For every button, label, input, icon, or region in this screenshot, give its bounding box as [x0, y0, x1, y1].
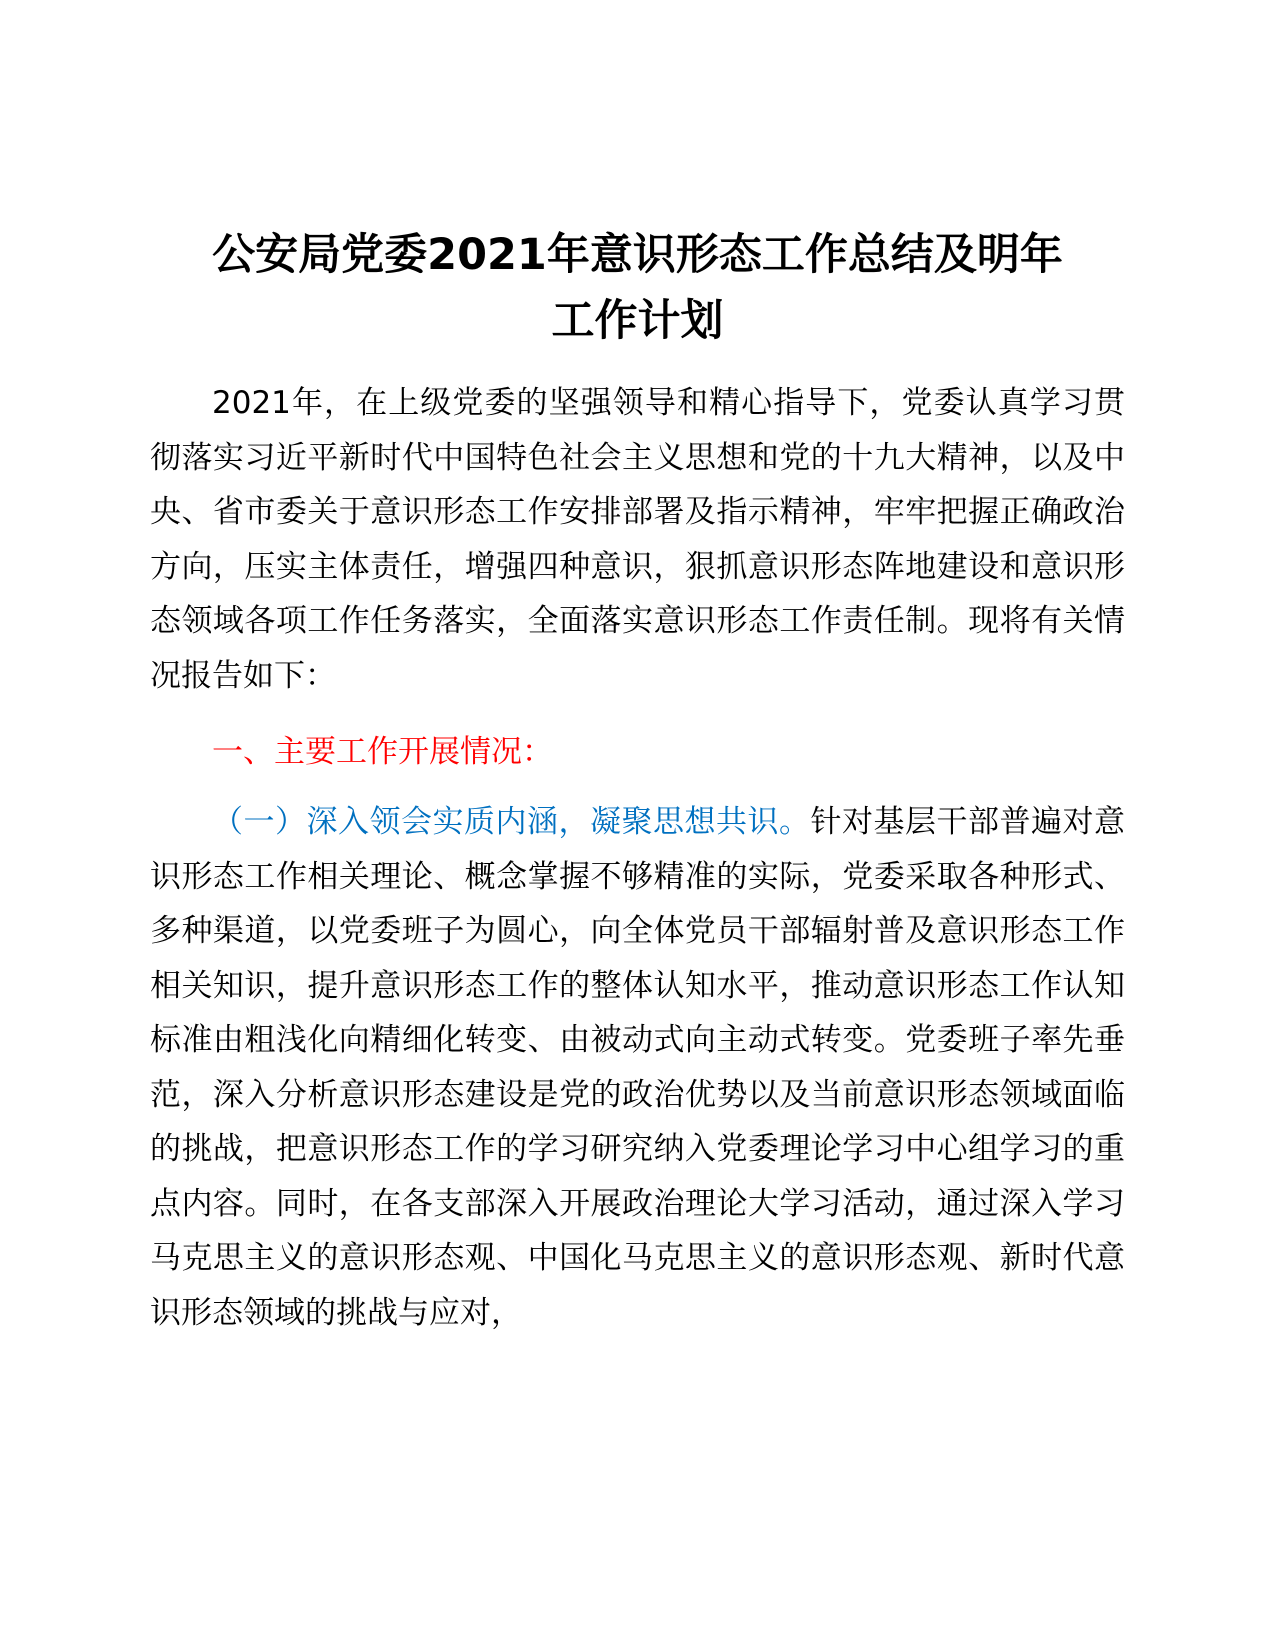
- subsection-heading-1: （一）深入领会实质内涵，凝聚思想共识。: [212, 804, 811, 840]
- intro-paragraph: 2021年，在上级党委的坚强领导和精心指导下，党委认真学习贯彻落实习近平新时代中国特色社会主义思想和党的十九大精神，以及中央、省市委关于意识形态工作安排部署及指示精神，牢牢把握正确政治方向，压实主体责任，增强四种意识，狠抓意识形态阵地建设和意识形态领域各项工作任务落实，全面落实意识形态工作责任制。现将有关情况报告如下：: [150, 385, 1125, 694]
- document-title-line-1: 公安局党委2021年意识形态工作总结及明年: [212, 230, 1063, 280]
- subsection-body-1: 针对基层干部普遍对意识形态工作相关理论、概念掌握不够精准的实际，党委采取各种形式、多种渠道，以党委班子为圆心，向全体党员干部辐射普及意识形态工作相关知识，提升意识形态工作的整体认知水平，推动意识形态工作认知标准由粗浅化向精细化转变、由被动式向主动式转变。党委班子率先垂范，深入分析意识形态建设是党的政治优势以及当前意识形态领域面临的挑战，把意识形态工作的学习研究纳入党委理论学习中心组学习的重点内容。同时，在各支部深入开展政治理论大学习活动，通过深入学习马克思主义的意识形态观、中国化马克思主义的意识形态观、新时代意识形态领域的挑战与应对，: [150, 804, 1125, 1331]
- document-title: [150, 222, 1125, 354]
- section-heading-1: 一、主要工作开展情况：: [212, 734, 553, 770]
- document-title-line-2: 工作计划: [551, 296, 724, 346]
- subsection-paragraph-1: [150, 795, 1125, 1340]
